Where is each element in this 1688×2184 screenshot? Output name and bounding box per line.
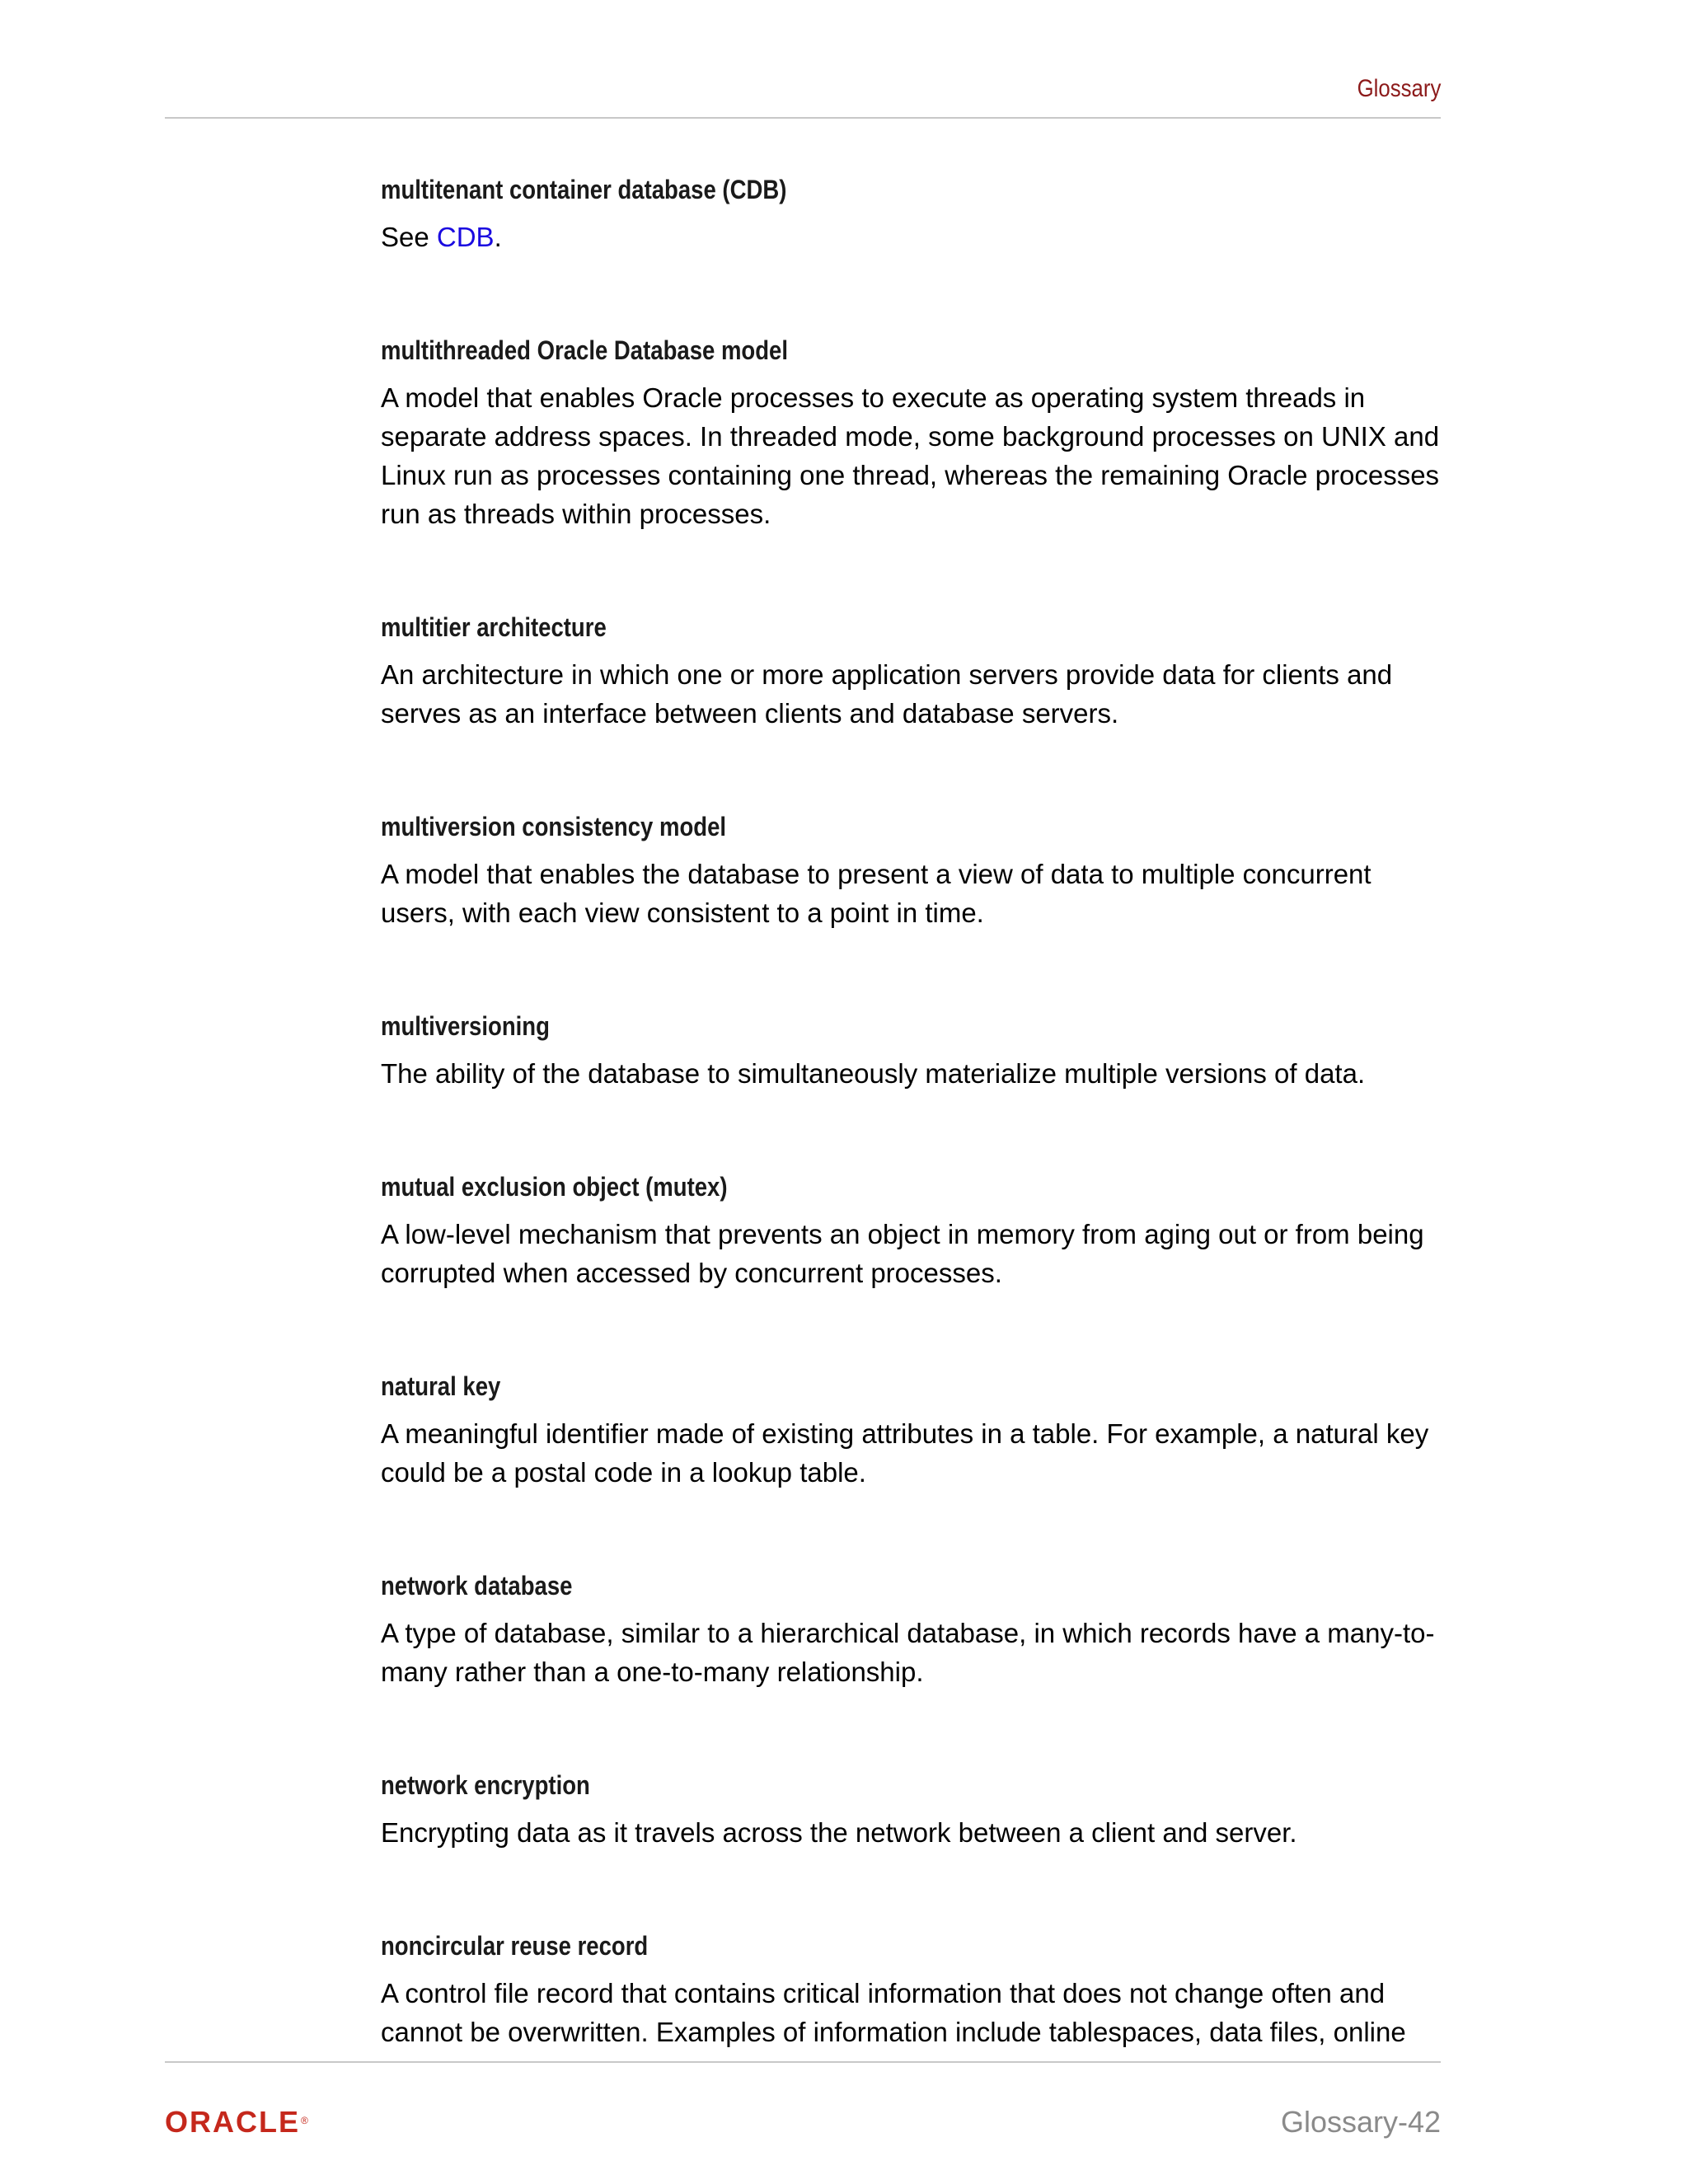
glossary-definition: A control file record that contains critical information that does not change often and cannot be overwritten. Examples of information include tablespaces, data files, online <box>381 1978 1406 2047</box>
glossary-entry <box>381 1769 1441 1852</box>
header-divider <box>165 117 1441 119</box>
glossary-term: network database <box>381 1571 573 1601</box>
glossary-term: multitier architecture <box>381 612 607 642</box>
glossary-term: mutual exclusion object (mutex) <box>381 1172 728 1202</box>
cdb-link[interactable]: CDB <box>436 222 495 252</box>
glossary-term: multithreaded Oracle Database model <box>381 335 788 365</box>
header-section-name: Glossary <box>1357 75 1441 102</box>
logo-text: ORACLE <box>165 2105 300 2139</box>
glossary-entry <box>381 1569 1441 1691</box>
oracle-logo <box>165 2106 310 2139</box>
definition-text: See <box>381 222 437 252</box>
page-number: Glossary-42 <box>1280 2105 1441 2139</box>
glossary-term: network encryption <box>381 1770 590 1800</box>
glossary-term: multiversioning <box>381 1011 550 1041</box>
glossary-term: multitenant container database (CDB) <box>381 175 787 204</box>
glossary-definition: A model that enables Oracle processes to execute as operating system threads in separate address spaces. In threaded mode, some background processes on UNIX and Linux run as processes containing one thread, whereas the remaining Oracle processes run as threads within processes. <box>381 382 1440 529</box>
glossary-content <box>381 173 1441 2129</box>
glossary-definition: Encrypting data as it travels across the network between a client and server. <box>381 1817 1297 1848</box>
glossary-entry <box>381 173 1441 256</box>
glossary-entry <box>381 1929 1441 2051</box>
glossary-definition <box>381 218 1444 256</box>
page-footer <box>165 2097 1441 2147</box>
definition-text: . <box>494 222 502 252</box>
glossary-entry <box>381 810 1441 932</box>
glossary-definition: An architecture in which one or more application servers provide data for clients and serves as an interface between clients and database servers. <box>381 659 1393 729</box>
footer-divider <box>165 2061 1441 2063</box>
glossary-definition: A type of database, similar to a hierarchical database, in which records have a many-to-many rather than a one-to-many relationship. <box>381 1618 1435 1687</box>
glossary-entry <box>381 1370 1441 1492</box>
glossary-term: noncircular reuse record <box>381 1931 649 1961</box>
glossary-entry <box>381 1170 1441 1292</box>
glossary-term: multiversion consistency model <box>381 812 727 841</box>
glossary-term: natural key <box>381 1371 501 1401</box>
running-header <box>165 73 1441 119</box>
glossary-entry <box>381 1010 1441 1093</box>
glossary-entry <box>381 611 1441 733</box>
glossary-entry <box>381 334 1441 533</box>
glossary-definition: A low-level mechanism that prevents an object in memory from aging out or from being corrupted when accessed by concurrent processes. <box>381 1219 1424 1288</box>
glossary-definition: A meaningful identifier made of existing attributes in a table. For example, a natural key could be a postal code in a lookup table. <box>381 1418 1429 1488</box>
glossary-definition: The ability of the database to simultaneously materialize multiple versions of data. <box>381 1058 1366 1089</box>
glossary-definition: A model that enables the database to present a view of data to multiple concurrent users, with each view consistent to a point in time. <box>381 859 1372 928</box>
registered-mark: ® <box>301 2115 310 2126</box>
